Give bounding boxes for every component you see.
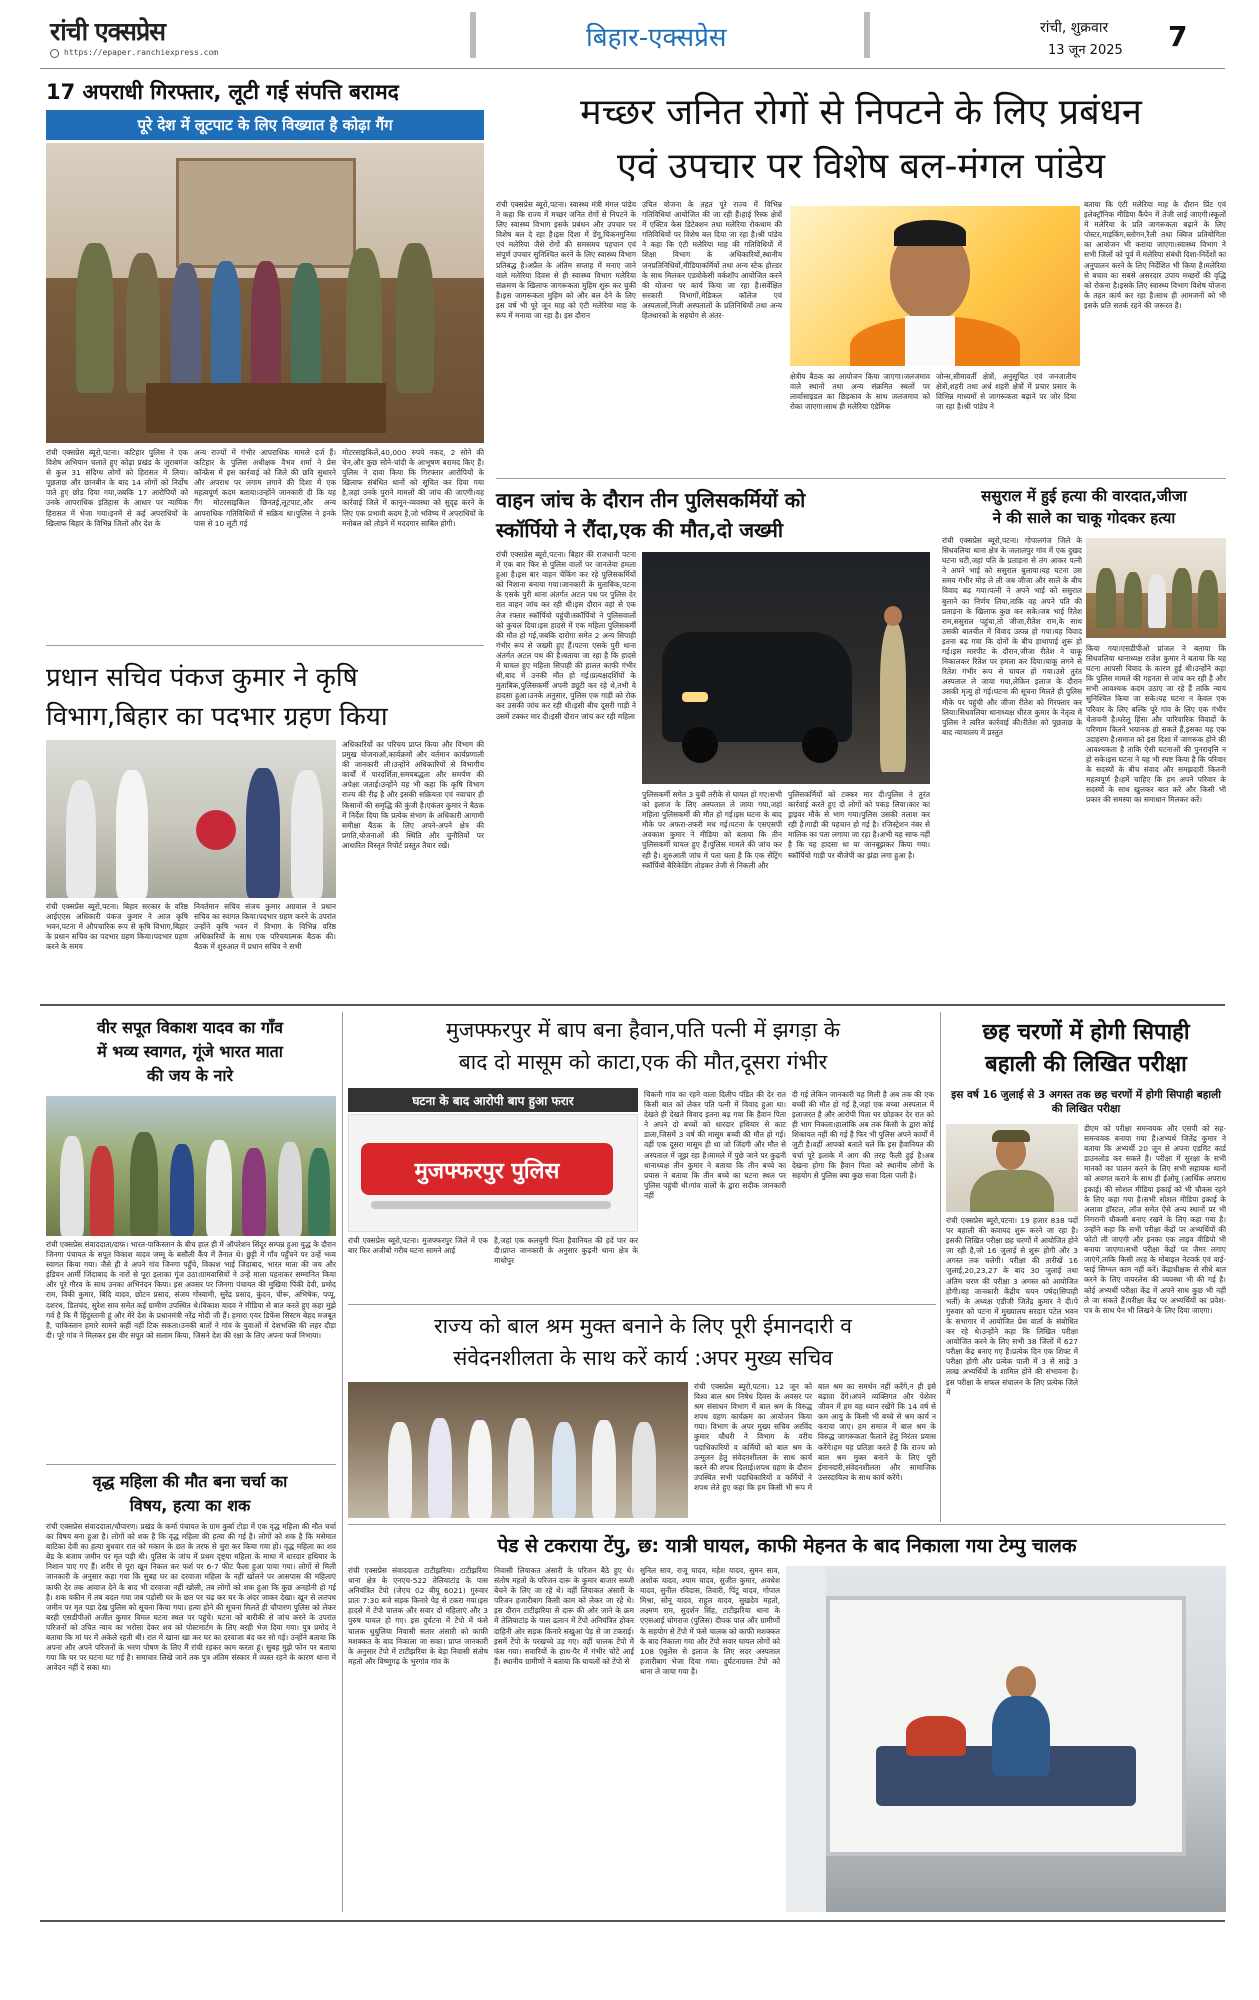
tempo-headline: पेड से टकराया टेंपु, छ: यात्री घायल, काफी मेहनत के बाद निकाला गया टेम्पु चालक	[497, 1535, 1077, 1557]
date-line-2: 13 जून 2025	[1048, 43, 1123, 58]
villager-figure	[170, 1144, 194, 1236]
epaper-url[interactable]: https://epaper.ranchiexpress.com	[64, 48, 219, 57]
sasural-headline-2: ने की साले का चाकू गोदकर हत्या	[992, 509, 1176, 527]
officer-uniform	[970, 1170, 1054, 1212]
official-figure	[388, 1422, 412, 1518]
officer-figure	[171, 263, 201, 393]
muzaffarpur-col-3: चिकनी गांव का रहने वाला दिलीप पंडित की देर रात किसी बात को लेकर पति पत्नी में विवाद हुआ था।देखते ही देखते विवाद इतना बढ़ गया कि हैवान पिता ने अपने दो बच्चों को धारदार हथियार से काट डाला,जिसमें 3 वर्ष की मासूम बच्ची की मौत हो गई।वहीं एक दूसरा मासूम ही था जो जिंदगी और मौत से अस्पताल में जूझ रहा है।मामले में पुछे जाने पर कुढ़नी थानाध्यक्ष तीन कुमार ने बताया कि तीन बच्चे का प्रयास ने बताया कि तीन बच्चे का घटना स्थल पर पुलिस पहुंची थी।गांव वालों के द्वारा सदीक जानकारी नहीं	[644, 1090, 786, 1200]
officer-figure	[1124, 572, 1142, 628]
tempo-col-3: सुनिल साव, राजू यादव, महेश यादव, सुमन साव, अशोक यादव, श्याम यादव, सुजीत कुमार, अवधेश यादव, सुनील रविदास, तिवारी, पिंटू यादव, गोपाल मिश्रा, सोनू यादव, राहुल यादव, सुखदेव महतो, लक्ष्मण राम, सुदर्शन सिंह, टाटीझरिया थाना के एएसआई चोगराज (पुलिस) दीपक पाल और ग्रामीणों के सहयोग से टेंपो में फंसे चालक को काफी मशक्कत के बाद निकाला गया और टेंपो सवार घायल लोगों को 108 एंबुलेंस से इलाज के लिए सदर अस्पताल हजारीबाग भेजा दिया गया। दुर्घटनाग्रस्त टेंपो को थाना ले जाया गया है।	[640, 1566, 780, 1676]
mangal-col-1: रांची एक्सप्रेस ब्यूरो,पटना। स्वास्थ्य मंत्री मंगल पांडेय ने कहा कि राज्य में मच्छर जनित रोगों से निपटने के लिए स्वास्थ्य विभाग इसके प्रबंधन और उपचार पर विशेष बल दे रहा है।इस दिशा में डेंगू,चिकनगुनिया एवं मलेरिया जैसे रोगों की समसमय पहचान एवं संपूर्ण उपचार सुनिश्चित करने के लिए स्वास्थ्य विभाग प्रतिबद्ध है।अप्रैल के अंतिम सप्ताह में मनाए जाने वाले मलेरिया दिवस से ही स्वास्थ्य विभाग मलेरिया संक्रमण के खिलाफ जागरूकता मुहिम शुरू कर चुकी है।इस जागरूकता मुहिम को और बल देने के लिए इस वर्ष भी पूरे जून माह को एंटी मलेरिया माह के रूप में मनाया जा रहा है। इस दौरान	[496, 200, 636, 321]
tempo-ambulance-photo	[786, 1566, 1226, 1912]
villager-figure	[242, 1148, 266, 1236]
police-board-graphic	[348, 1114, 638, 1232]
old-woman-body: रांची एक्सप्रेस संवाददाता/चौपारण। प्रखंड के कर्मा पंचायत के ग्राम कुर्बा टोड़ा में एक वृद्ध महिला की मौत चर्चा का विषय बना हुआ है। लोगों को शक है कि वृद्ध महिला की हत्या की गई है। लोगों को शक है कि मसेमात बाटिका देवी का हत्या बुधवार रात को मकान के छत के तरफ से चुरा कर किया गया हो। वृद्ध महिला का शव बेड के बजाय जमीन पर मृत पड़ी थी। पुलिस के जांच में प्रथम दृष्ट्या महिला के माथा में धारदार हथियार के निशान पाए गए हैं। शरीर से पूरा खून निकल कर फर्श पर 6-7 फीट फैला हुआ पाया गया। लोगों से मिली जानकारी के अनुसार कहा गया कि सुबह घर का दरवाजा महिला के नहीं खोलने पर आसपास की महिलाएं काफी देर तक आवाज देने के बाद भी दरवाजा नहीं खोली, तब लोगों को शक हुआ कि कुछ अनहोनी हो गई है। शक यकीन में तब बदल गया जब पड़ोसी घर के छत पर चढ़ कर घर के अंदर जाकर देखा। खून से लतपथ जमीन पर मृत पड़ा देख पुलिस को सूचना किया गया। हत्या होने की सूचना मिलते ही चौपारण पुलिस को लेकर बरही एसडीपीओ अजीत कुमार विमल घटना स्थल पर पहुंचे। घटना को बारीकी से जांच करने के उपरांत परिजनों को उचित न्याय का भरोसा देकर शव को पोस्टमार्टम के लिए बरही भेज दिया गया। पुत्र प्रमोद ने बताया कि मां घर में अकेले रहती थी। रात में खाना खा कर घर का दरवाजा बंद कर सो गई। उन्होंने बताया कि अपना और अपने परिजनों के भरण पोषण के लिए मैं रांची रहकर काम करता हूं। सुबह मुझे फोन पर बताया गया कि घर पर घटना घट गई है। समाचार लिखे जाने तक पुत्र अंतिम संस्कार में व्यस्त रहने के कारण थाना में आवेदन नहीं दे सका था।	[46, 1522, 336, 1673]
officer-figure	[346, 248, 382, 393]
arrest-col-3: मोटरसाइकिलें,40,000 रुपये नकद, 2 सोने की चेन,और कुछ सोने-चांदी के आभूषण बरामद किए हैं।पुलिस ने दावा किया कि गिरफ्तार आरोपियों के खिलाफ संबंधित थानों को सूचित कर दिया गया है,जहां उनके पुराने मामलों की जांच की जाएगी।यह कार्रवाई जिले में कानून-व्यवस्था को सुदृढ़ करने के लिए एक प्रभावी कदम है,जो भविष्य में अपराधियों के मनोबल को तोड़ने में मददगार साबित होगी।	[342, 448, 484, 528]
sasural-col-2: किया गया।एसडीपीओ प्रांजल ने बताया कि सिधवलिया थानाध्यक्ष राजेश कुमार ने बताया कि यह घटना आपसी विवाद के कारण हुई थी।उन्होंने कहा कि पुलिस मामले की गहनता से जांच कर रही है और सभी आवश्यक कदम उठाए जा रहे हैं ताकि न्याय सुनिश्चित किया जा सके।यह घटना न केवल एक परिवार के लिए बल्कि पूरे गांव के लिए एक गंभीर चेतावनी है।घरेलू हिंसा और पारिवारिक विवादों के परिणाम कितने भयानक हो सकते हैं,इसका यह एक उदाहरण है।समाज को इस दिशा में जागरूक होने की आवश्यकता है ताकि ऐसी घटनाओं की पुनरावृत्ति न हो सके।इस घटना ने यह भी स्पष्ट किया है कि परिवार के सदस्यों के बीच संवाद और समझदारी कितनी महत्वपूर्ण है।हमें चाहिए कि हम अपने परिवार के सदस्यों के साथ खुलकर बात करें और किसी भी प्रकार की समस्या का समाधान मिलकर करें।	[1086, 644, 1226, 805]
pankaj-col-3: अधिकारियों का परिचय प्राप्त किया और विभाग की प्रमुख योजनाओं,कार्यक्रमों और वर्तमान कार्यप्रणाली की जानकारी ली।उन्होंने अधिकारियों से विभागीय कार्यों में पारदर्शिता,समयबद्धता और समर्पण की अपेक्षा जताई।उन्होंने यह भी कहा कि कृषि विभाग राज्य की रीढ़ है और इसकी सक्रियता एवं नवाचार ही किसानों की समृद्धि की कुंजी है।एकंतर कुमार ने बैठक में निर्देश दिया कि प्रत्येक संभाग के अधिकारी आगामी समीक्षा बैठक के लिए अपने-अपने क्षेत्र की प्रगति,योजनाओं की स्थिति और चुनौतियों पर आधारित विस्तृत रिपोर्ट प्रस्तुत तैयार रखें।	[342, 740, 484, 850]
mangal-col-3: क्षेत्रीय बैठक का आयोजन किया जाएगा।जलजमाव वाले स्थानों तथा अन्य संक्रमित स्थलों पर लार्वासाइडल का छिड़काव के साथ जलजमाव को रोका जाएगा।साथ ही मलेरिया एंडेमिक	[790, 372, 930, 412]
vikash-photo	[46, 1096, 336, 1236]
officer-figure	[211, 261, 241, 393]
tempo-col-2: निवासी लियाकत अंसारी के परिजन बैठे हुए थे। संतोष महतो के परिजन दारू के कुमार बाजार सब्जी बेचने के लिए जा रहे थे। वहीं लियाकत अंसारी के परिजन हजारीबाग किसी काम को लेकर जा रहे थे। इस दौरान टाटीझरिया से दारू की ओर जाने के क्रम में तेलियाटांड़ के पास ढलान में टेंपो अनियंत्रित होकर दाहिनी ओर सड़क किनारे सखुआ पेड़ से जा टकराई। इसमें टेंपो के परखच्चे उड़ गए। वहीं चालक टेंपो में फंस गया। सवारियों के हाथ-पैर में गंभीर चोटें आईं हैं। स्थानीय ग्रामीणों ने बताया कि घायलों को टेंपो से	[494, 1566, 634, 1666]
table-with-items	[146, 383, 386, 433]
vikash-headline-2: में भव्य स्वागत, गूंजे भारत माता	[97, 1042, 283, 1061]
muzaffarpur-banner-text: घटना के बाद आरोपी बाप हुआ फरार	[412, 1094, 574, 1108]
scorpio-accident-photo	[642, 552, 930, 784]
muzaffarpur-col-4: दी गई लेकिन जानकारी यह मिली है अब तक की एक बच्ची की मौत हो गई है,जहां एक बच्चा अस्पताल में इलाजरत है और आरोपी पिता घर छोड़कर देर रात को ही भाग निकला।हालांकि अब तक किसी के द्वारा कोई शिकायत नहीं की गई है फिर भी पुलिस अपने कार्यों में जुटी है।वहीं आपको बताते चले कि इस हैवानियत की चर्चा पूरे इलाके में आग की तरह फैली हुई है।अब देखना होगा कि हैवान पिता को स्थानीय लोगों के सहयोग से पुलिस क्या कुछ सजा दिला पाती है।	[792, 1090, 934, 1180]
scorpio-headline-1: वाहन जांच के दौरान तीन पुलिसकर्मियों को	[496, 488, 806, 512]
arrest-col-2: अन्य राज्यों में गंभीर आपराधिक मामले दर्ज हैं।कटिहार के पुलिस अधीक्षक वैभव शर्मा ने प्रेस कॉन्फ्रेंस में इस कार्रवाई को जिले की छवि सुधारने और अपराध पर लगाम लगाने की दिशा में एक महत्वपूर्ण कदम बताया।उन्होंने जानकारी दी कि यह गैंग मोटरसाइकिल छिनतई,लूटपाट,और अन्य आपराधिक गतिविधियों में सक्रिय था।पुलिस ने इनके पास से 10 लूटी गई	[194, 448, 336, 528]
footer-rule	[40, 1920, 1225, 1922]
soldier-figure	[130, 1132, 158, 1236]
sipahi-col-top: डीएम को परीक्षा समन्वयक और एसपी को सह-समन्वयक बनाया गया है।अभ्यर्थ जितेंद्र कुमार ने बताया कि अभ्यर्थी 20 जून से अपना एडमिट कार्ड डाउनलोड कर सकते हैं। परीक्षा में सुरक्षा के सभी मानकों का पालन करने के लिए सभी सहायक थानों को अवगत कराने के साथ ही ईओयू (आर्थिक अपराध इकाई) की सोशल मीडिया इकाई को भी चौकस रहने के लिए कहा गया है।सभी सोशल मीडिया इकाई के अलावा हॉस्टल, लॉज समेत ऐसे अन्य स्थानों पर भी निगरानी चौकसी बनाए रखने के लिए कहा गया है।उन्होंने कहा कि सभी परीक्षा केंद्रों पर अभ्यर्थियों की फोटो ली जाएगी और इनका एक लाइव वीडियो भी बनाया जाएगा।सभी परीक्षा केंद्रों पर जैमर लगाए जाएंगे,ताकि किसी तरह के मोबाइल नेटवर्क एवं वाई-फाई सिग्नल काम नहीं करें। केंद्राधीक्षक से सीधे बात करने के लिए वायरलेस की व्यवस्था भी की गई है।कोई अभ्यर्थी परीक्षा केंद्र में अपने साथ कुछ भी नहीं ले जा सकते हैं।परीक्षा केंद्र पर अभ्यर्थियों का प्रवेश-पत्र के साथ पेन भी लिखने के लिए दिया जाएगा।	[1084, 1124, 1226, 1315]
sipahi-headline-1: छह चरणों में होगी सिपाही	[982, 1020, 1190, 1045]
scorpio-headline-2: स्कॉर्पियो ने रौंदा,एक की मौत,दो जख्मी	[496, 518, 784, 542]
officer-figure	[116, 770, 148, 898]
villager-figure	[60, 1136, 84, 1236]
arrest-subhead: पूरे देश में लूटपाट के लिए विख्यात है कोढ़ा गैंग	[137, 116, 393, 134]
helper-head	[1006, 1666, 1036, 1700]
date-line-1: रांची, शुक्रवार	[1040, 20, 1109, 36]
official-figure	[508, 1418, 534, 1518]
minister-collar	[905, 316, 955, 366]
villager-figure	[206, 1140, 232, 1236]
masthead-rule	[40, 68, 1225, 69]
officer-figure	[1172, 568, 1192, 628]
pankaj-photo	[46, 740, 336, 898]
official-figure	[468, 1420, 492, 1518]
mangal-headline-2: एवं उपचार पर विशेष बल-मंगल पांडेय	[616, 146, 1106, 187]
officer-figure	[66, 780, 96, 898]
official-figure	[592, 1420, 616, 1518]
muzaffarpur-col-1: रांची एक्सप्रेस ब्यूरो,पटना। मुजफ्फरपुर जिले में एक बार फिर अजीबो गरीब घटना सामने आई	[348, 1236, 488, 1256]
board-shadow	[371, 1201, 611, 1209]
officer-figure	[246, 768, 280, 898]
helper-figure	[992, 1696, 1050, 1776]
ambulance-door	[786, 1566, 826, 1912]
officer-figure	[76, 243, 114, 393]
vikash-headline-3: की जय के नारे	[146, 1066, 234, 1085]
old-woman-headline-1: वृद्ध महिला की मौत बना चर्चा का	[92, 1472, 288, 1491]
police-officer-figure	[880, 622, 906, 772]
vikash-headline-1: वीर सपूत विकाश यादव का गाँव	[96, 1018, 284, 1037]
officer-figure	[126, 253, 160, 393]
muzaffarpur-headline-1: मुजफ्फरपुर में बाप बना हैवान,पति पत्नी में झगड़ा के	[446, 1018, 840, 1042]
newspaper-logo: रांची एक्सप्रेस	[50, 17, 166, 46]
sasural-headline-1: ससुराल में हुई हत्या की वारदात,जीजा	[981, 487, 1187, 505]
mangal-col-4: जोन्स,सीमावर्ती क्षेत्रों, अनुसूचित एवं जनजातीय क्षेत्रों,शहरी तथा अर्ध शहरी क्षेत्रों में प्रचार प्रसार के विभिन्न माध्यमों से जागरूकता बढ़ाने पर जोर दिया जा रहा है।श्री पांडेय ने	[936, 372, 1076, 412]
pankaj-col-2: निवर्तमान सचिव संजय कुमार अग्रवाल ने प्रधान सचिव का स्वागत किया।पदभार ग्रहण करने के उपरांत उन्होंने कृषि भवन में विभाग के विभिन्न वरिष्ठ अधिकारियों के साथ एक परिचयात्मक बैठक की।बैठक में शुरुआत में प्रधान सचिव ने सभी	[194, 902, 336, 952]
officer-figure	[291, 770, 323, 898]
officer-head	[884, 606, 902, 626]
child-labour-body: रांची एक्सप्रेस ब्यूरो,पटना। 12 जून को विश्व बाल श्रम निषेध दिवस के अवसर पर श्रम संसाधन विभाग में बाल श्रम के विरुद्ध शपथ ग्रहण कार्यक्रम का आयोजन किया गया। विभाग के अपर मुख्य सचिव अरविंद कुमार चौधरी ने विभाग के वरीय पदाधिकारियों व कर्मियों को बाल श्रम के उन्मूलन हेतु संवेदनशीलता के साथ कार्य करने की शपथ दिलाई।शपथ ग्रहण के दौरान उपस्थित सभी पदाधिकारियों व कर्मियों ने शपथ लेते हुए कहा कि हम किसी भी रूप में बाल श्रम का समर्थन नहीं करेंगे,न ही इसे बढ़ावा देंगे।अपने व्यक्तिगत और पेशेवर जीवन में हम यह ध्यान रखेंगे कि 14 वर्ष से कम आयु के किसी भी बच्चे से श्रम कार्य न कराया जाए। हम समाज में बाल श्रम के विरुद्ध जागरूकता फैलाने हेतु निरंतर प्रयास करेंगे।हम यह प्रतिज्ञा करते हैं कि राज्य को बाल श्रम मुक्त बनाने के लिए पूरी ईमानदारी,संवेदनशीलता और सामाजिक उत्तरदायित्व के साथ कार्य करेंगे।	[694, 1382, 936, 1492]
globe-icon	[50, 49, 59, 58]
pankaj-col-1: रांची एक्सप्रेस ब्यूरो,पटना। बिहार सरकार के वरिष्ठ आईएएस अधिकारी पंकज कुमार ने आज कृषि भवन,पटना में औपचारिक रूप से कृषि विभाग,बिहार के प्रधान सचिव का पदभार ग्रहण किया।पदभार ग्रहण करने के समय	[46, 902, 188, 952]
villager-figure	[90, 1146, 114, 1236]
officer-figure	[291, 263, 321, 393]
scorpio-col-1: रांची एक्सप्रेस ब्यूरो,पटना। बिहार की राजधानी पटना में एक बार फिर से पुलिस वालों पर जानलेवा हमला हुआ है।इस बार वाहन चेकिंग कर रहे पुलिसकर्मियों को निशाना बनाया गया।जानकारी के मुताबिक,पटना के एसके पुरी थाना अंतर्गत अटल पथ पर पुलिस देर रात वाहन जांच कर रही थी।इस दौरान वहां से एक तेज रफ्तार स्कॉर्पियो पहुंची।स्कॉर्पियो ने पुलिसवालों को कुचल दिया।इस हादसे में एक महिला पुलिसकर्मी की मौत हो गई,जबकि दारोगा समेत 2 अन्य सिपाही गंभीर रूप से जख्मी हुए हैं।पटना एसके पुरी थाना अंतर्गत अटल पथ की है।बताया जा रहा है कि हादसे में घायल हुए महिला सिपाही की हालत काफी गंभीर थी,बाद में उनकी मौत हो गई।प्रत्यक्षदर्शियों के मुताबिक,पुलिसकर्मी अपनी ड्यूटी कर रहे थे,तभी ये हादसा हुआ।उनके अनुसार, पुलिस एक गाड़ी को रोक कर उसकी जांच कर रही थी।इसी बीच दूसरी गाड़ी ने उसमें टक्कर मार दी।इसी दौरान जांच कर रही महिला	[496, 550, 636, 721]
section-box	[470, 12, 870, 58]
police-board	[361, 1143, 613, 1195]
mangal-col-5: बताया कि एंटी मलेरिया माह के दौरान प्रिंट एवं इलेक्ट्रॉनिक मीडिया कैंपेन में तेजी लाई जाएगी।स्कूलों में मलेरिया के प्रति जागरूकता बढ़ाने के लिए पोस्टर,माइकिंग,स्लोगन,रैली तथा क्विज प्रतियोगिता का आयोजन भी कराया जाएगा।स्वास्थ्य विभाग ने सभी जिलों को पूर्व में मलेरिया संबंधी दिशा-निर्देशों का अनुपालन करने के लिए निर्देशित भी किया है।मलेरिया से बचाव का सबसे असरदार उपाय मच्छरों की वृद्धि को रोकना है।इसके लिए स्वास्थ्य विभाग विशेष योजना के तहत कार्य कर रहा है।साथ ही आमजनों को भी इसके प्रति सतर्क रहने की जरूरत है।	[1084, 200, 1226, 310]
mid-page-rule	[40, 1004, 1225, 1006]
muzaffarpur-col-2: है,जहां एक कलयुगी पिता हैवानियत की हदें पार कर दी।प्राप्त जानकारी के अनुसार कुढ़नी थाना क्षेत्र के माधोपुर	[494, 1236, 638, 1266]
mangal-pandey-photo	[790, 206, 1080, 366]
official-figure	[552, 1422, 576, 1518]
arrest-col-1: रांची एक्सप्रेस ब्यूरो,पटना। कटिहार पुलिस ने एक विशेष अभियान चलाते हुए कोढ़ा प्रखंड के जुराबगंज से कुल 31 संदिग्ध लोगों को हिरासत में लिया।पूछताछ और छानबीन के बाद 14 लोगों को निर्दोष पाते हुए छोड़ दिया गया,जबकि 17 आरोपियों को उनके आपराधिक इतिहास के आधार पर न्यायिक हिरासत में भेजा गया।इनमें से कई अपराधियों के खिलाफ बिहार के विभिन्न जिलों और देश के	[46, 448, 188, 528]
sasural-police-photo	[1086, 538, 1226, 638]
official-figure	[632, 1422, 656, 1518]
scorpio-col-3: पुलिसकर्मियों को टक्कर मार दी।पुलिस ने तुरंत कार्रवाई करते हुए दो लोगों को पकड़ लिया।कार का ड्राइवर मौके से भाग गया।पुलिस उसकी तलाश कर रही है।गाड़ी की पहचान हो गई है। रजिस्ट्रेशन नंबर से मालिक का पता लगाया जा रहा है।अभी यह साफ नहीं है कि यह हादसा था या जानबूझकर किया गया।स्कॉर्पियो गाड़ी पर बीजेपी का झंडा लगा हुआ है।	[788, 790, 930, 860]
injured-person-figure	[906, 1716, 966, 1756]
sipahi-headline-2: बहाली की लिखित परीक्षा	[985, 1052, 1187, 1077]
sasural-col-1: रांची एक्सप्रेस ब्यूरो,पटना। गोपालगंज जिले के सिधवलिया थाना क्षेत्र के जलालपुर गांव में एक दुखद घटना घटी,जहां पति के प्रताड़ना से तंग आकर पत्नी ने अपने भाई को ससुराल बुलाया।यह घटना उस समय गंभीर मोड़ ले ली जब जीजा और साले के बीच विवाद बढ़ गया।पत्नी ने अपने भाई को ससुराल बुलाने का निर्णय लिया,ताकि वह अपने पति की प्रताड़ना के खिलाफ कुछ कर सके।जब भाई रितेश राम,ससुराल पहुंचा,तो जीजा,रीतेश राम,के साथ उसकी बातचीत में विवाद उत्पन्न हो गया।यह विवाद इतना बढ़ गया कि दोनों के बीच हाथापाई शुरू हो गई।इस मारपीट के दौरान,जीजा रीतेश ने चाकू निकालकर रितेश पर हमला कर दिया।चाकू लगने से रितेश गंभीर रूप से घायल हो गया।उसे तुरंत अस्पताल ले जाया गया,लेकिन इलाज के दौरान उसकी मृत्यु हो गई।घटना की सूचना मिलते ही पुलिस मौके पर पहुंची और जीजा रीतेश को गिरफ्तार कर लिया।सिधवलिया थानाध्यक्ष धीरज कुमार के नेतृत्व में पुलिस ने त्वरित कार्रवाई की।रीतेश को पूछताछ के बाद न्यायालय में प्रस्तुत	[942, 536, 1082, 737]
muzaffarpur-headline-2: बाद दो मासूम को काटा,एक की मौत,दूसरा गंभीर	[458, 1050, 828, 1074]
official-figure	[428, 1418, 452, 1518]
villager-figure	[278, 1142, 302, 1236]
mangal-headline-1: मच्छर जनित रोगों से निपटने के लिए प्रबंधन	[580, 92, 1142, 133]
accused-figure	[1148, 574, 1166, 628]
police-board-text: मुजफ्फरपुर पुलिस	[414, 1159, 560, 1184]
page-number: 7	[1168, 20, 1188, 53]
pankaj-headline-2: विभाग,बिहार का पदभार ग्रहण किया	[46, 702, 388, 732]
child-labour-oath-photo	[348, 1382, 688, 1518]
old-woman-headline-2: विषय, हत्या का शक	[129, 1496, 251, 1515]
child-labour-headline-2: संवेदनशीलता के साथ करें कार्य :अपर मुख्य सचिव	[453, 1346, 833, 1370]
vikash-body: रांची एक्सप्रेस संवाददाता/दाफ़। भारत-पाकिस्तान के बीच हाल ही में ऑपरेशन सिंदूर सम्पन्न हुआ युद्ध के दौरान जिनगा पंचायत के सपूत विकाश यादव जम्मू के बसौली कैंप में तैनात थे। छुट्टी में गाँव पहुँचने पर उन्हें भव्य स्वागत किया गया। जैसे ही वे अपने गांव जिनगा पहुँचे, विकाश भाई जिंदाबाद, भारत माता की जय और इंडियन आर्मी जिंदाबाद के नारों से पूरा इलाका गूंज उठा।ग्रामवासियों ने उन्हें माला पहनाकर सम्मानित किया और पूरे गौरव के साथ उनका अभिनंदन किया। इस अवसर पर जिनगा पंचायत की मुखिया पिंकी देवी, प्रमोद राम, विकी कुमार, बिंदि यादव, छोटन प्रसाद, संजय गोस्वामी, सुरेंद्र प्रसाद, कुंदन, चीरू, अभिषेक, पप्पू, दशरथ, डिलचंद, सुरेश साव समेत कई ग्रामीण उपस्थित थे।विकाश यादव ने मीडिया से बात करते हुए कहा मुझे गर्व है कि मैं हिंदुस्तानी हूं और मेरे देश के प्रधानमंत्री नरेंद्र मोदी जी हैं। हमारा एयर डिफेंस सिस्टम बेहद मजबूत है, पाकिस्तान हमारे सामने कहीं नहीं टिक सकता।उनकी बातों ने गांव के युवाओं में देशभक्ति की लहर दौड़ा दी। पूरे गांव ने मिलकर इस वीर सपूत को सलाम किया, जिसने देश की रक्षा के लिए अपना फर्ज निभाया।	[46, 1240, 336, 1340]
flower-bouquet	[196, 810, 236, 850]
arrest-subhead-banner	[46, 110, 484, 140]
officer-figure	[1198, 570, 1218, 628]
officer-cap	[992, 1130, 1030, 1142]
suv-wheel	[802, 727, 838, 763]
mangal-col-2: उचित योजना के तहत पूरे राज्य में विभिन्न गतिविधियां आयोजित की जा रही हैं।हाई रिस्क क्षेत्रों में एक्टिव केस डिटेक्शन तथा मलेरिया रोकथाम की गतिविधियों पर विशेष बल दिया जा रहा है।श्री पांडेय ने कहा कि एंटी मलेरिया माह की गतिविधियों में शिक्षा विभाग के अधिकारियों,स्थानीय जनप्रतिनिधियों,मीडियाकर्मियों तथा अन्य स्टेक होल्डर के साथ मिलकर एडवोकेसी वर्कशॉप आयोजित करने की योजना पर कार्य किया जा रहा है।सर्वेक्षित सरकारी विभागों,मेडिकल कॉलेज एवं अस्पतालों,निजी अस्पतालों के प्रतिनिधियों तथा अन्य हितधारकों के सहयोग से अंतर-	[642, 200, 782, 321]
arrest-headline: 17 अपराधी गिरफ्तार, लूटी गई संपत्ति बरामद	[46, 80, 399, 104]
officer-figure	[251, 261, 281, 393]
arrest-photo	[46, 143, 484, 443]
section-title: बिहार-एक्सप्रेस	[586, 23, 727, 53]
minister-hair	[894, 220, 966, 246]
masthead	[40, 12, 1225, 62]
pankaj-headline-1: प्रधान सचिव पंकज कुमार ने कृषि	[46, 663, 358, 693]
muzaffarpur-banner	[348, 1088, 638, 1112]
sipahi-officer-photo	[946, 1124, 1078, 1212]
child-labour-headline-1: राज्य को बाल श्रम मुक्त बनाने के लिए पूरी ईमानदारी व	[434, 1314, 852, 1338]
sipahi-subhead: इस वर्ष 16 जुलाई से 3 अगस्त तक छह चरणों में होगी सिपाही बहाली की लिखित परीक्षा	[951, 1089, 1221, 1115]
suv-headlight	[682, 692, 708, 702]
villager-figure	[308, 1148, 330, 1236]
suv-wheel	[682, 727, 718, 763]
sipahi-col-left: रांची एक्सप्रेस ब्यूरो,पटना। 19 हजार 838 पदों पर बहाली की कवायद शुरू करने जा रहा है। इसकी लिखित परीक्षा छह चरणों में आयोजित होने जा रही है,जो 16 जुलाई से शुरू होगी और 3 अगस्त तक चलेगी। परीक्षा की तारीखें 16 जुलाई,20,23,27 के बाद 30 जुलाई तथा अंतिम चरण की परीक्षा 3 अगस्त को आयोजित होगी।यह जानकारी केंद्रीय चयन पर्षद(सिपाही भर्ती) के अध्यक्ष एडीजी जितेंद्र कुमार ने दी।पे गुरुवार को पटना में मुख्यालय सरदार पटेल भवन के सभागार में आयोजित प्रेस वार्ता के संबोधित कर रहे थे।उन्होंने कहा कि लिखित परीक्षा आयोजित करने के लिए सभी 38 जिलों में 627 परीक्षा केंद्र बनाए गए हैं।प्रत्येक दिन एक शिफ्ट में परीक्षा होगी और प्रत्येक पाली में 3 से साढ़े 3 लाख अभ्यर्थियों के शामिल होने की संभावना है।इस परीक्षा के सफल संचालन के लिए प्रत्येक जिले में	[946, 1216, 1078, 1397]
scorpio-col-2: पुलिसकर्मी समेत 3 युवी तरीके से घायल हो गए।सभी को इलाज के लिए अस्पताल ले जाया गया,जहां महिला पुलिसकर्मी की मौत हो गई।इस घटना के बाद मौके पर अफरा-तफरी मच गई।पटना के एसएसपी अवकाश कुमार ने मीडिया को बताया कि तीन पुलिसकर्मी घायल हुए हैं।पुलिस मामले की जांच कर रही है। शुरुआती जांच में पता चला है कि एक सेंट्रिंग स्कॉर्पियो बैरिकेडिंग तोड़कर तेजी से निकली और	[642, 790, 782, 870]
tempo-col-1: रांची एक्सप्रेस संवाददाता टाटीझरिया। टाटीझरिया थाना क्षेत्र के एनएच-522 तेलियाटांड़ के पास अनियंत्रित टेंपो (जेएच 02 बीयू 6021) गुरुवार प्रातः 7:30 बजे सड़क किनारे पेड़ से टकरा गया।इस हादसे में टेंपो चालक और सवार दो महिलाएं और 3 पुरुष घायल हो गए। इस दुर्घटना में टेंपो में फंसे चालक धुधुलिया निवासी सतार अंसारी को काफी मशक्कत के बाद निकाला जा सका। प्राप्त जानकारी के अनुसार टेंपो में टाटीझरिया के बेड़ा निवासी संतोष महतो और विष्णुगढ़ के भुरगांव गांव के	[348, 1566, 488, 1666]
officer-figure	[396, 243, 434, 393]
photo-wall-frame	[176, 158, 356, 268]
damaged-suv	[662, 632, 852, 742]
officer-figure	[1096, 568, 1116, 628]
